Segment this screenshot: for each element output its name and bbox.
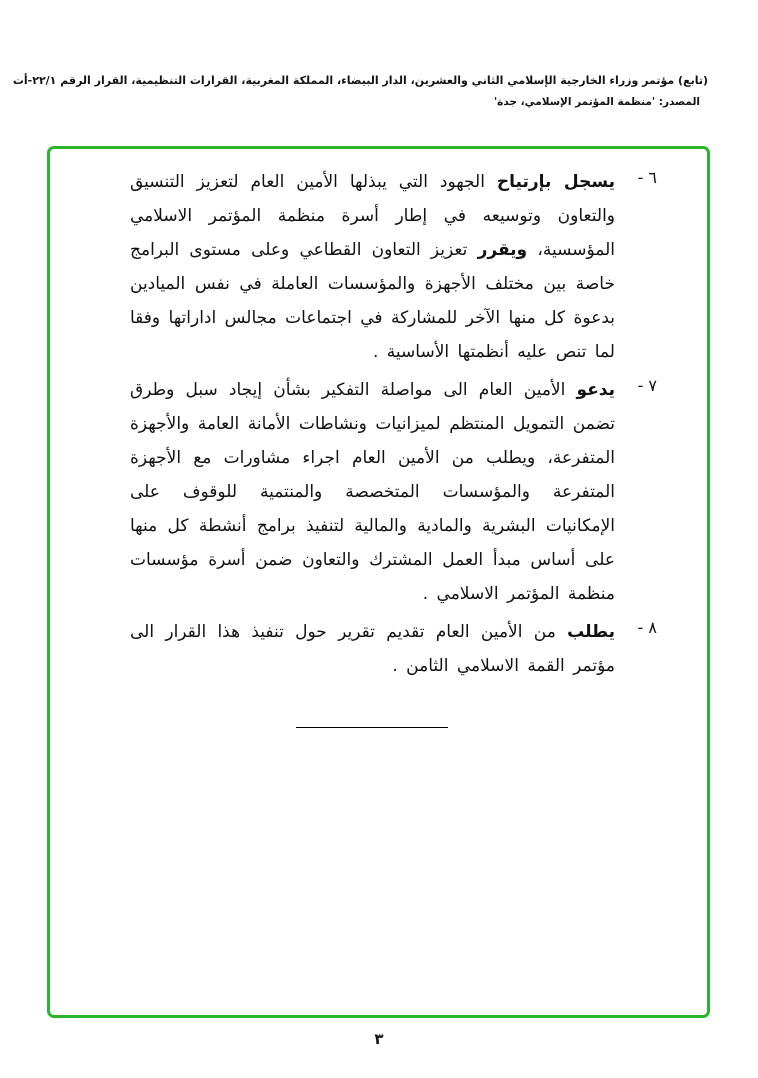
bold-mid-phrase: ويقرر bbox=[477, 240, 528, 260]
numbered-paragraph-8 bbox=[130, 615, 657, 683]
paragraph-number: ٦ - bbox=[637, 168, 657, 187]
paragraph-segment: الجهود التي يبذلها الأمين العام لتعزيز التنسيق والتعاون وتوسيعه في إطار أسرة منظمة المؤتمر الاسلامي المؤسسية، bbox=[130, 172, 616, 260]
content-border-box bbox=[47, 146, 710, 1018]
paragraph-number: ٨ - bbox=[637, 618, 657, 637]
paragraph-text bbox=[130, 373, 615, 611]
page-footer bbox=[0, 1030, 758, 1048]
numbered-paragraph-6 bbox=[130, 165, 657, 369]
page-number: ٣ bbox=[374, 1030, 384, 1048]
paragraph-text bbox=[130, 165, 615, 369]
numbered-paragraph-7 bbox=[130, 373, 657, 611]
document-body bbox=[50, 149, 707, 728]
header-title-line: (تابع) مؤتمر وزراء الخارجية الإسلامي الثاني والعشرين، الدار البيضاء، المملكة المغربية، القرارات التنظيمية، القرار الرقم ٢٢/١-أت bbox=[12, 74, 708, 87]
document-header bbox=[12, 74, 708, 108]
end-divider bbox=[296, 727, 448, 728]
paragraph-segment: تعزيز التعاون القطاعي وعلى مستوى البرامج خاصة بين مختلف الأجهزة والمؤسسات العاملة في نفس الميادين بدعوة كل منها الآخر للمشاركة في اجتماعات مجالس اداراتها وفقا لما تنص عليه أنظمتها الأساسية . bbox=[130, 240, 615, 362]
header-source-line: المصدر: 'منظمة المؤتمر الإسلامي، جدة' bbox=[493, 96, 700, 108]
bold-lead-phrase: يطلب bbox=[567, 622, 615, 642]
paragraph-segment: الأمين العام الى مواصلة التفكير بشأن إيجاد سبل وطرق تضمن التمويل المنتظم لميزانيات ونشاطات الأمانة العامة والأجهزة المتفرعة، ويطلب من الأمين العام اجراء مشاورات مع الأجهزة المتفرعة والمؤسسات المتخصصة والمنتمية للوقوف على الإمكانيات البشرية والمادية والمالية لتنفيذ برامج أنشطة كل منها على أساس مبدأ العمل المشترك والتعاون ضمن أسرة مؤسسات منظمة المؤتمر الاسلامي . bbox=[130, 380, 615, 604]
paragraph-text bbox=[130, 615, 615, 683]
paragraph-number: ٧ - bbox=[637, 376, 657, 395]
paragraph-segment: من الأمين العام تقديم تقرير حول تنفيذ هذا القرار الى مؤتمر القمة الاسلامي الثامن . bbox=[130, 622, 615, 676]
bold-lead-phrase: يسجل بإرتياح bbox=[496, 172, 616, 192]
bold-lead-phrase: يدعو bbox=[576, 380, 616, 400]
